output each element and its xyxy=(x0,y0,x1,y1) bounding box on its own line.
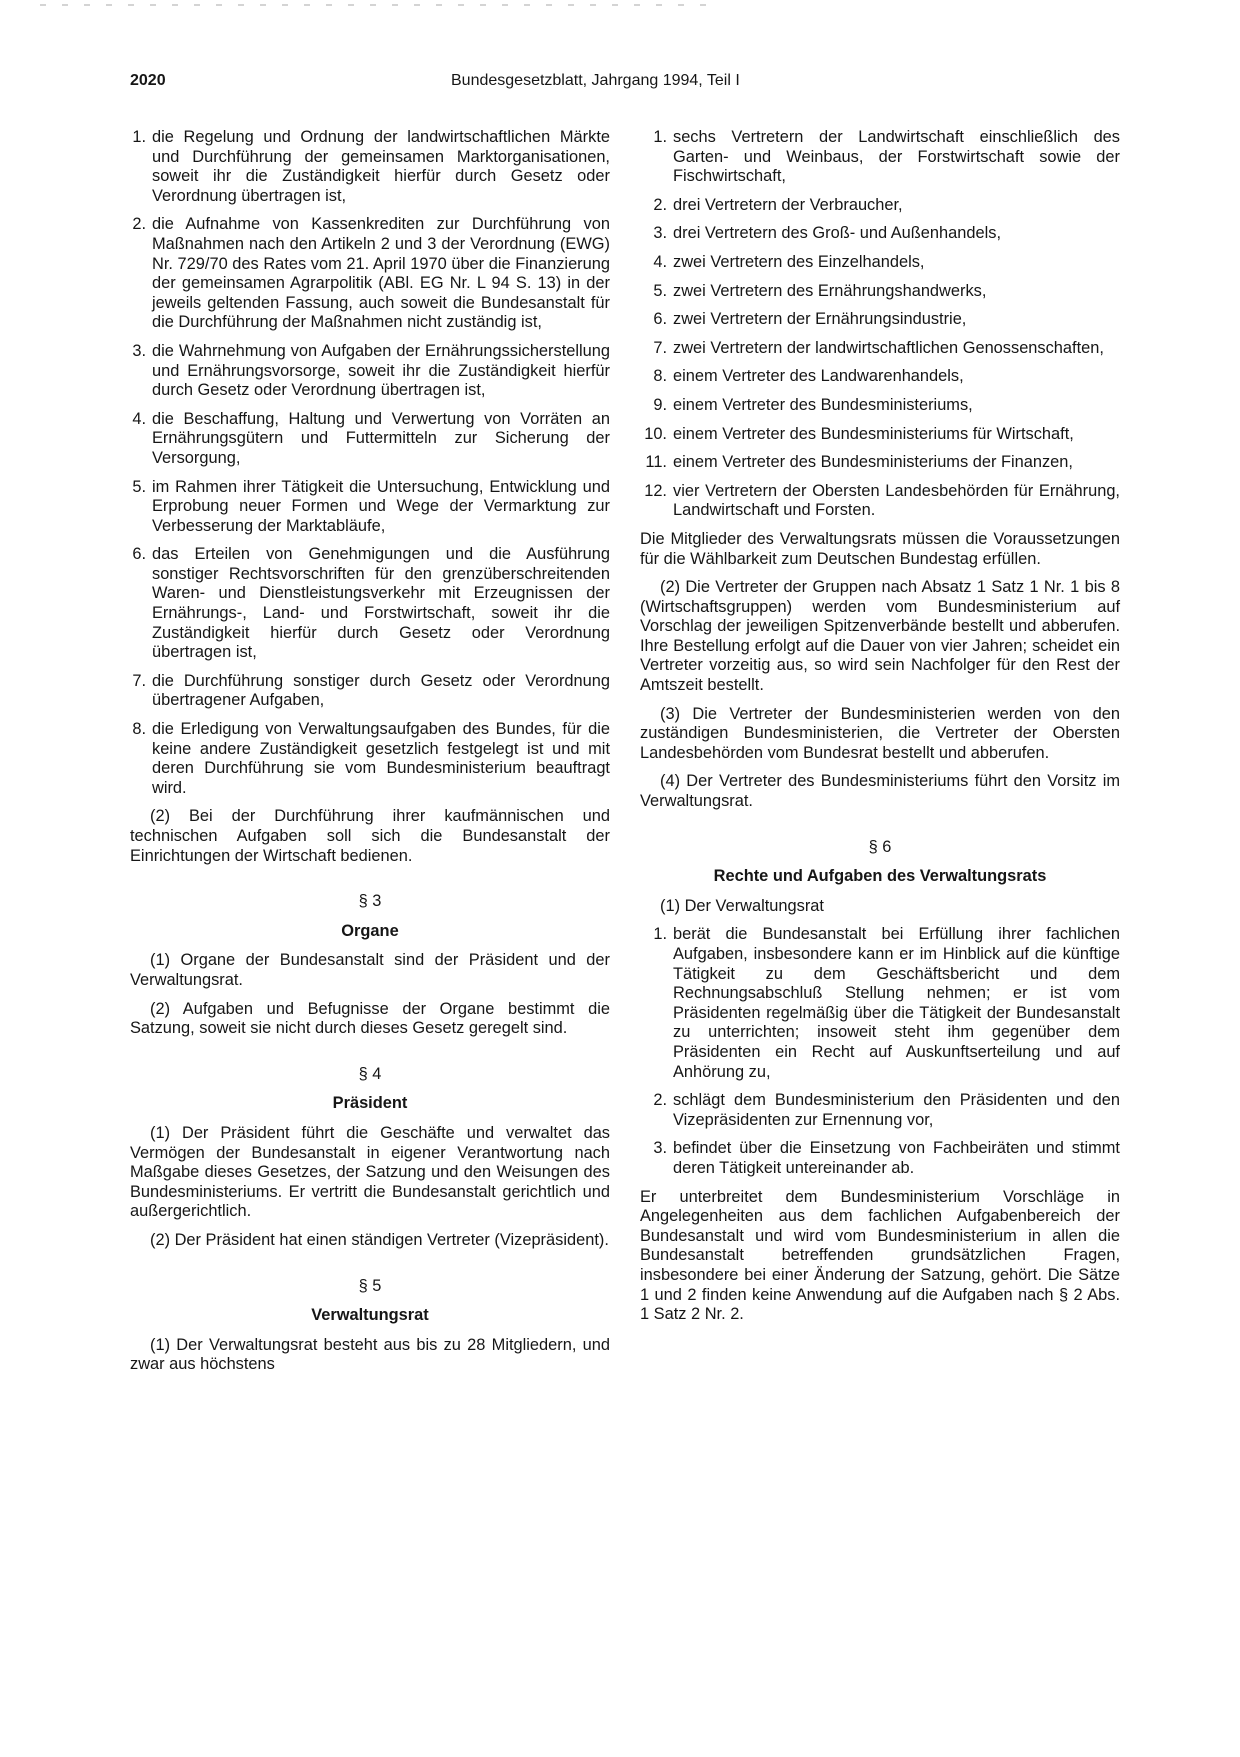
list-item xyxy=(130,128,610,206)
list-text: schlägt dem Bundesministerium den Präsidenten und den Vizepräsidenten zur Ernennung vor, xyxy=(673,1091,1120,1129)
list-text: einem Vertreter des Landwarenhandels, xyxy=(673,367,964,386)
list-number: 6. xyxy=(132,545,146,564)
list-item xyxy=(640,925,1120,1082)
list-number: 4. xyxy=(653,252,667,271)
list-text: berät die Bundesanstalt bei Erfüllung ihrer fachlichen Aufgaben, insbesondere kann er im Hinblick auf die künftige Tätigkeit zu dem Geschäftsbericht und dem Rechnungsabschluß Stellung nehmen; er ist vom Präsidenten regelmäßig über die Tätigkeit der Bundesanstalt zu unterrichten; insoweit steht ihm gegenüber dem Präsidenten ein Recht auf Auskunftserteilung und auf Anhörung zu, xyxy=(673,925,1120,1081)
list-item xyxy=(640,1139,1120,1178)
list-number: 7. xyxy=(653,338,667,357)
list-number: 2. xyxy=(653,195,667,214)
page-header xyxy=(130,72,1120,94)
list-number: 1. xyxy=(653,925,667,944)
list-number: 9. xyxy=(653,395,667,414)
section-title: Organe xyxy=(341,921,399,940)
list-number: 2. xyxy=(653,1091,667,1110)
list-item xyxy=(640,253,1120,273)
list-text: die Beschaffung, Haltung und Verwertung von Vorräten an Ernährungsgütern und Futtermitteln zur Sicherung der Versorgung, xyxy=(152,409,610,467)
list-text: drei Vertretern der Verbraucher, xyxy=(673,195,903,214)
list-item xyxy=(640,282,1120,302)
section-title: Präsident xyxy=(332,1094,408,1113)
paragraph: (2) Aufgaben und Befugnisse der Organe bestimmt die Satzung, soweit sie nicht durch dieses Gesetz geregelt sind. xyxy=(130,999,610,1038)
list-item xyxy=(130,215,610,333)
left-column xyxy=(130,128,610,1384)
list-text: einem Vertreter des Bundesministeriums, xyxy=(673,395,973,414)
paragraph: Die Mitglieder des Verwaltungsrats müssen die Voraussetzungen für die Wählbarkeit zum Deutschen Bundestag erfüllen. xyxy=(640,529,1120,568)
list-item xyxy=(130,672,610,711)
list-item xyxy=(640,128,1120,187)
list-number: 11. xyxy=(645,453,667,472)
list-number: 1. xyxy=(653,128,667,146)
list-item xyxy=(640,453,1120,473)
list-text: zwei Vertretern des Ernährungshandwerks, xyxy=(673,281,987,300)
list-item xyxy=(640,396,1120,416)
section-number: § 6 xyxy=(868,837,892,856)
section-number: § 5 xyxy=(358,1276,382,1295)
list-item xyxy=(130,342,610,401)
list-item xyxy=(640,482,1120,521)
paragraph: Er unterbreitet dem Bundesministerium Vorschläge in Angelegenheiten aus dem fachlichen Aufgabenbereich der Bundesanstalt und wird vom Bundesministerium in allen die Bundesanstalt betreffenden grundsätzlichen Fragen, insbesondere bei einer Änderung der Satzung, gehört. Die Sätze 1 und 2 finden keine Anwendung auf die Aufgaben nach § 2 Abs. 1 Satz 2 Nr. 2. xyxy=(640,1187,1120,1324)
list-number: 1. xyxy=(132,128,146,146)
running-title: Bundesgesetzblatt, Jahrgang 1994, Teil I xyxy=(451,72,740,89)
list-item xyxy=(640,339,1120,359)
scan-artifact xyxy=(40,4,720,6)
list-number: 3. xyxy=(132,341,146,360)
paragraph: (1) Organe der Bundesanstalt sind der Präsident und der Verwaltungsrat. xyxy=(130,951,610,989)
list-text: zwei Vertretern der Ernährungsindustrie, xyxy=(673,310,967,329)
list-number: 8. xyxy=(653,367,667,386)
list-item xyxy=(640,224,1120,244)
paragraph: (2) Der Präsident hat einen ständigen Vertreter (Vizepräsident). xyxy=(150,1230,609,1249)
list-number: 10. xyxy=(644,424,667,443)
list-number: 8. xyxy=(132,720,146,739)
list-number: 3. xyxy=(653,1139,667,1158)
list-text: zwei Vertretern des Einzelhandels, xyxy=(673,252,925,271)
list-number: 6. xyxy=(653,310,667,329)
paragraph: (1) Der Verwaltungsrat xyxy=(660,896,824,915)
list-number: 7. xyxy=(132,671,146,690)
list-number: 5. xyxy=(653,281,667,300)
list-item xyxy=(640,310,1120,330)
list-text: vier Vertretern der Obersten Landesbehörden für Ernährung, Landwirtschaft und Forsten. xyxy=(673,481,1120,520)
paragraph: (2) Die Vertreter der Gruppen nach Absatz 1 Satz 1 Nr. 1 bis 8 (Wirtschaftsgruppen) werden vom Bundesministerium auf Vorschlag der jeweiligen Spitzenverbände bestellt und abberufen. Ihre Bestellung erfolgt auf die Dauer von vier Jahren; scheidet ein Vertreter vorzeitig aus, so wird sein Nachfolger für den Rest der Amtszeit bestellt. xyxy=(640,578,1120,695)
paragraph: (2) Bei der Durchführung ihrer kaufmännischen und technischen Aufgaben soll sich die Bundesanstalt der Einrichtungen der Wirtschaft bedienen. xyxy=(130,807,610,865)
right-column xyxy=(640,128,1120,1334)
list-number: 5. xyxy=(132,477,146,496)
list-item xyxy=(640,425,1120,445)
list-text: befindet über die Einsetzung von Fachbeiräten und stimmt deren Tätigkeit untereinander ab. xyxy=(673,1139,1120,1177)
list-item xyxy=(640,367,1120,387)
list-text: die Regelung und Ordnung der landwirtschaftlichen Märkte und Durchführung der gemeinsamen Marktorganisationen, soweit ihr die Zuständigkeit hierfür durch Gesetz oder Verordnung übertragen ist, xyxy=(152,128,610,205)
paragraph: (1) Der Präsident führt die Geschäfte und verwaltet das Vermögen der Bundesanstalt in eigener Verantwortung nach Maßgabe dieses Gesetzes, der Satzung und den Weisungen des Bundesministeriums. Er vertritt die Bundesanstalt gerichtlich und außergerichtlich. xyxy=(130,1123,610,1221)
list-text: drei Vertretern des Groß- und Außenhandels, xyxy=(673,224,1001,243)
list-item xyxy=(130,545,610,663)
list-text: die Aufnahme von Kassenkrediten zur Durchführung von Maßnahmen nach den Artikeln 2 und 3 der Verordnung (EWG) Nr. 729/70 des Rates vom 21. April 1970 über die Finanzierung der gemeinsamen Agrarpolitik (ABl. EG Nr. L 94 S. 13) in der jeweils geltenden Fassung, auch soweit die Bundesanstalt für die Durchführung der Maßnahmen nicht zuständig ist, xyxy=(152,215,610,332)
list-item xyxy=(130,410,610,469)
list-number: 12. xyxy=(644,481,667,500)
list-item xyxy=(640,1091,1120,1130)
section-title: Verwaltungsrat xyxy=(311,1306,429,1325)
list-text: einem Vertreter des Bundesministeriums für Wirtschaft, xyxy=(673,424,1074,443)
list-number: 4. xyxy=(132,409,146,428)
list-text: zwei Vertretern der landwirtschaftlichen Genossenschaften, xyxy=(673,338,1104,357)
section-number: § 4 xyxy=(358,1064,382,1083)
section-number: § 3 xyxy=(358,892,382,911)
list-number: 3. xyxy=(653,224,667,243)
list-text: die Wahrnehmung von Aufgaben der Ernährungssicherstellung und Ernährungsvorsorge, soweit ihr die Zuständigkeit hierfür durch Gesetz oder Verordnung übertragen ist, xyxy=(152,341,610,400)
list-text: sechs Vertretern der Landwirtschaft einschließlich des Garten- und Weinbaus, der Forstwirtschaft sowie der Fischwirtschaft, xyxy=(673,128,1120,186)
paragraph: (1) Der Verwaltungsrat besteht aus bis zu 28 Mitgliedern, und zwar aus höchstens xyxy=(130,1335,610,1374)
paragraph: (4) Der Vertreter des Bundesministeriums führt den Vorsitz im Verwaltungsrat. xyxy=(640,772,1120,811)
list-text: einem Vertreter des Bundesministeriums der Finanzen, xyxy=(673,453,1073,472)
list-text: die Erledigung von Verwaltungsaufgaben des Bundes, für die keine andere Zuständigkeit gesetzlich festgelegt ist und mit deren Durchführung sie vom Bundesministerium beauftragt wird. xyxy=(152,720,610,797)
paragraph: (3) Die Vertreter der Bundesministerien werden von den zuständigen Bundesministerien, die Vertreter der Obersten Landesbehörden vom Bundesrat bestellt und abberufen. xyxy=(640,704,1120,762)
list-item xyxy=(130,478,610,537)
page-number: 2020 xyxy=(130,72,166,89)
section-title: Rechte und Aufgaben des Verwaltungsrats xyxy=(713,867,1047,886)
list-text: im Rahmen ihrer Tätigkeit die Untersuchung, Entwicklung und Erprobung neuer Formen und Wege der Vermarktung zur Verbesserung der Marktabläufe, xyxy=(152,477,610,535)
list-number: 2. xyxy=(132,215,146,234)
list-text: das Erteilen von Genehmigungen und die Ausführung sonstiger Rechtsvorschriften für den grenzüberschreitenden Waren- und Dienstleistungsverkehr mit Erzeugnissen der Ernährungs-, Land- und Forstwirtschaft, soweit ihr die Zuständigkeit hierfür durch Gesetz oder Verordnung übertragen ist, xyxy=(152,545,610,662)
list-item xyxy=(130,720,610,798)
list-text: die Durchführung sonstiger durch Gesetz oder Verordnung übertragener Aufgaben, xyxy=(152,671,610,710)
list-item xyxy=(640,196,1120,216)
